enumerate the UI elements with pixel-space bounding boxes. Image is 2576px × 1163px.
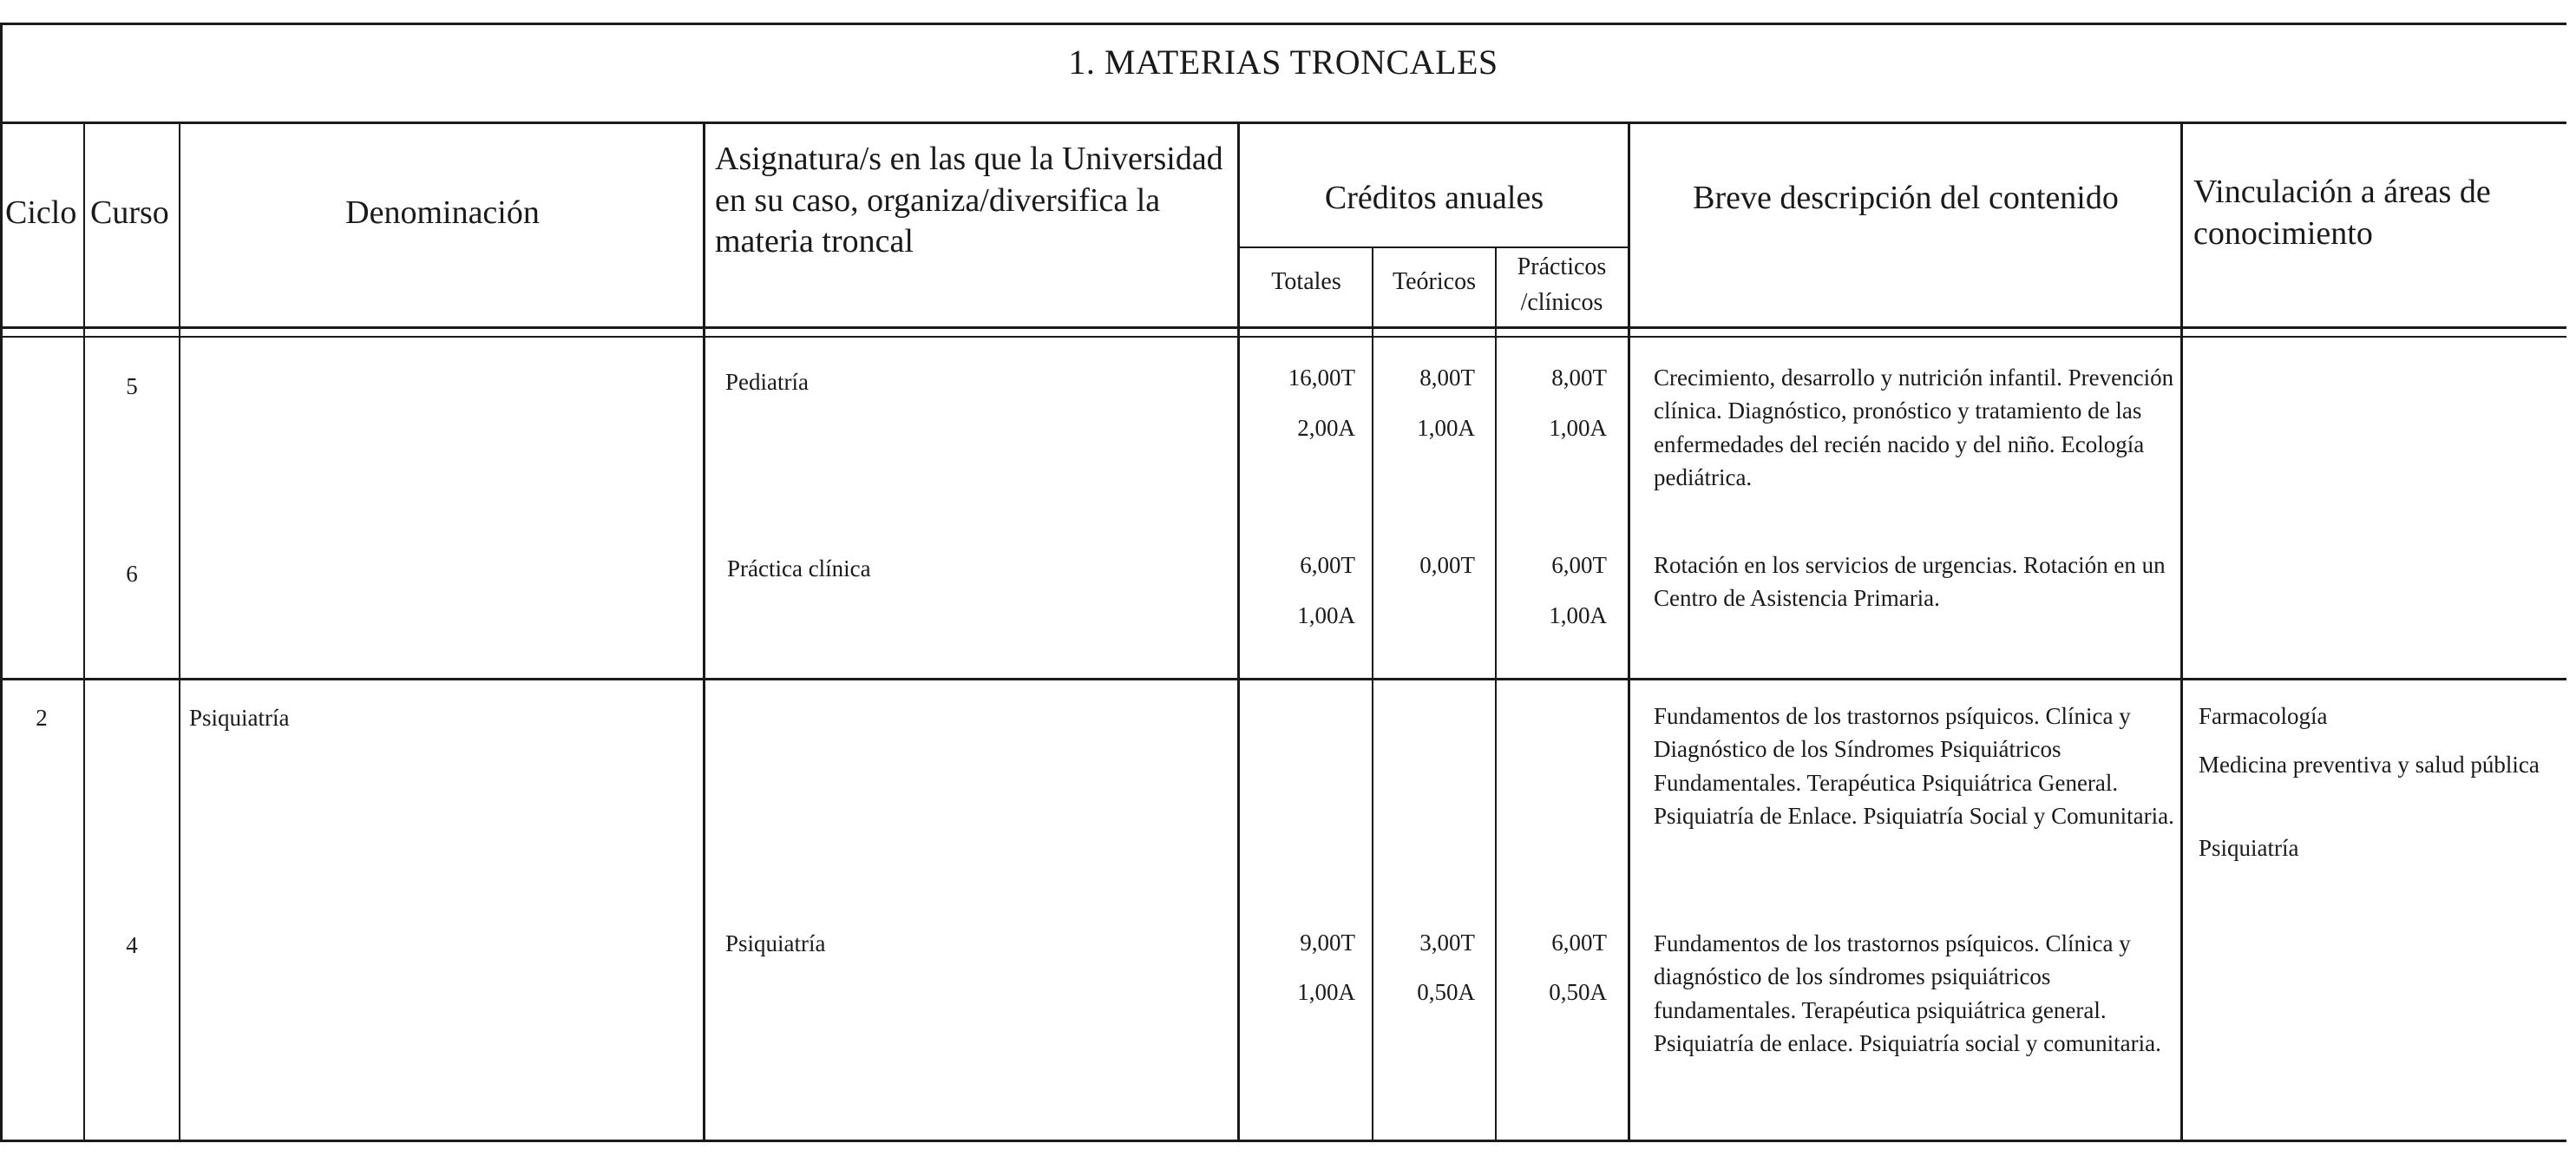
header-descripcion: Breve descripción del contenido — [1693, 180, 2119, 216]
col-curso-right — [179, 122, 180, 1142]
col-totales-right — [1372, 246, 1373, 1142]
row4-descripcion: Fundamentos de los trastornos psíquicos. Clínica y diagnóstico de los síndromes psiquiátricos fundamentales. Terapéutica psiquiátrica general. Psiquiatría de enlace. Psiquiatría social y comunitaria. — [1654, 930, 2161, 1056]
header-totales: Totales — [1271, 268, 1341, 295]
row2-totales-t: 6,00T — [1300, 552, 1355, 578]
row1-curso: 5 — [126, 373, 138, 399]
row2-curso: 6 — [126, 561, 138, 587]
row4-curso: 4 — [126, 932, 138, 958]
row2-totales-a: 1,00A — [1297, 602, 1355, 628]
row4-totales-a: 1,00A — [1297, 979, 1355, 1005]
row2-practicos-a: 1,00A — [1549, 602, 1607, 628]
row3-vinculacion-2: Medicina preventiva y salud pública — [2199, 752, 2540, 778]
row1-practicos-a: 1,00A — [1549, 415, 1607, 441]
row2-descripcion: Rotación en los servicios de urgencias. Rotación en un Centro de Asistencia Primaria. — [1654, 552, 2166, 612]
row1-totales-a: 2,00A — [1297, 415, 1355, 441]
row3-vinculacion-1: Farmacología — [2199, 703, 2328, 729]
row4-practicos-a: 0,50A — [1549, 979, 1607, 1005]
row3-vinculacion-3: Psiquiatría — [2199, 835, 2299, 861]
row3-denominacion: Psiquiatría — [189, 705, 290, 731]
row1-teoricos-a: 1,00A — [1417, 415, 1475, 441]
row4-teoricos-t: 3,00T — [1419, 930, 1475, 956]
row1-totales-t: 16,00T — [1288, 365, 1355, 391]
header-practicos: Prácticos /clínicos — [1517, 253, 1607, 316]
row4-teoricos-a: 0,50A — [1417, 979, 1475, 1005]
row4-practicos-t: 6,00T — [1551, 930, 1607, 956]
header-teoricos: Teóricos — [1392, 268, 1476, 295]
col-creditos-right — [1628, 122, 1630, 1142]
header-denominacion: Denominación — [345, 194, 540, 231]
row4-asignatura: Psiquiatría — [725, 930, 826, 956]
header-vinculacion: Vinculación a áreas de conocimiento — [2193, 174, 2491, 252]
row2-teoricos-t: 0,00T — [1419, 552, 1475, 578]
col-teoricos-right — [1495, 246, 1497, 1142]
col-denominacion-right — [703, 122, 705, 1142]
row1-teoricos-t: 8,00T — [1419, 365, 1475, 391]
col-descripcion-right — [2180, 122, 2183, 1142]
row1-asignatura: Pediatría — [725, 369, 809, 395]
row4-totales-t: 9,00T — [1300, 930, 1355, 956]
col-asignatura-right — [1237, 122, 1240, 1142]
table-title: 1. MATERIAS TRONCALES — [1068, 43, 1498, 82]
row1-descripcion: Crecimiento, desarrollo y nutrición infantil. Prevención clínica. Diagnóstico, pronóstico y tratamiento de las enfermedades del recién nacido y del niño. Ecología pediátrica. — [1654, 365, 2174, 490]
rule-subheader — [1237, 246, 1629, 248]
col-ciclo-right — [83, 122, 85, 1142]
row2-asignatura: Práctica clínica — [727, 555, 871, 582]
header-ciclo: Ciclo — [5, 194, 77, 231]
row3-descripcion: Fundamentos de los trastornos psíquicos. Clínica y Diagnóstico de los Síndromes Psiquiátricos Fundamentales. Terapéutica Psiquiátrica General. Psiquiatría de Enlace. Psiquiatría Social y Comunitaria. — [1654, 703, 2174, 829]
header-creditos: Créditos anuales — [1324, 180, 1544, 216]
header-asignatura: Asignatura/s en las que la Universidad en su caso, organiza/diversifica la materia troncal — [715, 141, 1223, 260]
row3-ciclo: 2 — [36, 705, 48, 731]
header-curso: Curso — [90, 194, 169, 231]
row2-practicos-t: 6,00T — [1551, 552, 1607, 578]
row1-practicos-t: 8,00T — [1551, 365, 1607, 391]
